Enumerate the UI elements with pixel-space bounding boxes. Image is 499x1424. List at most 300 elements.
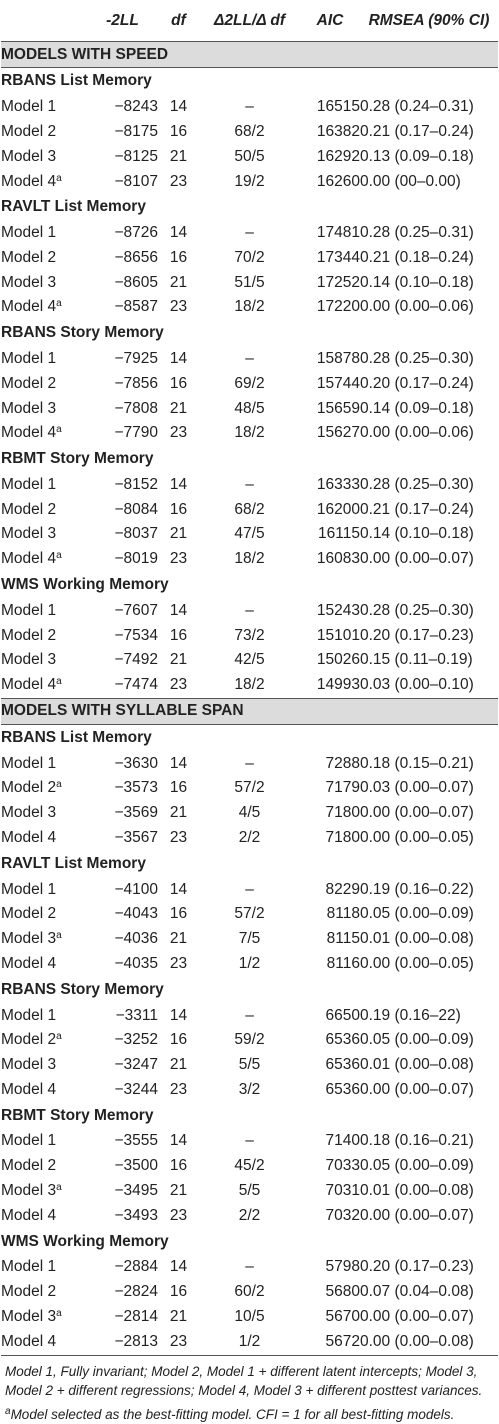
df-cell: 14 [169, 601, 188, 619]
model-name: Model 1 [1, 97, 57, 115]
rmsea-cell: 0.18 (0.16–0.21) [360, 1132, 474, 1150]
group-header-row [1, 1229, 498, 1255]
delta-ratio-cell: 3/2 [238, 1081, 261, 1099]
group-header-row [1, 572, 498, 598]
model-name: Model 3 [1, 399, 57, 417]
header-model [1, 0, 87, 42]
df-cell: 21 [169, 930, 188, 948]
delta-ratio-cell: – [245, 1006, 254, 1024]
delta-ratio-cell: – [245, 754, 254, 772]
table-row [1, 826, 498, 851]
model-cell [1, 295, 87, 320]
neg2ll-cell: −4036 [114, 930, 158, 948]
df-cell: 23 [169, 550, 188, 568]
best-fit-marker: a [56, 550, 62, 562]
footnote-marker: a [5, 1405, 11, 1417]
group-header-row [1, 1103, 498, 1129]
model-cell [1, 220, 87, 245]
model-name: Model 1 [1, 223, 57, 241]
model-cell [1, 1255, 87, 1280]
aic-cell: 16260 [316, 172, 360, 190]
delta-ratio-cell: 50/5 [234, 147, 265, 165]
group-title: RBMT Story Memory [1, 1106, 154, 1124]
model-cell [1, 472, 87, 497]
delta-ratio-cell: 59/2 [234, 1031, 265, 1049]
df-cell: 21 [169, 147, 188, 165]
neg2ll-cell: −3311 [115, 1006, 158, 1024]
model-cell [1, 522, 87, 547]
table-row [1, 346, 498, 371]
model-name: Model 2 [1, 779, 57, 797]
aic-cell: 8115 [326, 930, 360, 948]
delta-ratio-cell: 7/5 [238, 930, 261, 948]
delta-ratio-cell: – [245, 1258, 254, 1276]
section-title: MODELS WITH SPEED [1, 42, 498, 68]
header-neg2ll: -2LL [106, 11, 139, 29]
group-title: RAVLT List Memory [1, 854, 146, 872]
rmsea-cell: 0.14 (0.10–0.18) [360, 273, 474, 291]
delta-ratio-cell: – [245, 601, 254, 619]
rmsea-cell: 0.15 (0.11–0.19) [360, 651, 473, 669]
rmsea-cell: 0.28 (0.24–0.31) [360, 97, 474, 115]
model-fit-table [1, 0, 498, 1356]
delta-ratio-cell: 5/5 [238, 1056, 261, 1074]
table-row [1, 1179, 498, 1204]
table-row [1, 522, 498, 547]
neg2ll-cell: −2814 [114, 1308, 158, 1326]
neg2ll-cell: −8587 [114, 298, 158, 316]
header-rmsea: RMSEA (90% CI) [368, 11, 490, 29]
rmsea-cell: 0.14 (0.10–0.18) [360, 525, 474, 543]
model-name: Model 2 [1, 626, 57, 644]
df-cell: 21 [169, 1056, 188, 1074]
model-cell [1, 119, 87, 144]
model-cell [1, 1003, 87, 1028]
neg2ll-cell: −8605 [114, 273, 158, 291]
header-delta-ratio: Δ2LL/Δ df [213, 11, 286, 29]
aic-cell: 16200 [316, 500, 360, 518]
df-cell: 16 [169, 500, 188, 518]
model-cell [1, 877, 87, 902]
model-cell [1, 1179, 87, 1204]
section-header-row [1, 42, 498, 68]
aic-cell: 16115 [318, 525, 360, 543]
model-cell [1, 1305, 87, 1330]
aic-cell: 6536 [325, 1081, 360, 1099]
neg2ll-cell: −3567 [114, 829, 158, 847]
model-cell [1, 245, 87, 270]
delta-ratio-cell: 2/2 [238, 829, 261, 847]
rmsea-cell: 0.00 (0.00–0.08) [360, 1330, 498, 1355]
neg2ll-cell: −3244 [114, 1081, 158, 1099]
table-row [1, 623, 498, 648]
delta-ratio-cell: – [245, 223, 254, 241]
model-name: Model 4 [1, 298, 57, 316]
aic-cell: 7179 [325, 779, 360, 797]
best-fit-marker: a [56, 676, 62, 688]
model-name: Model 1 [1, 601, 57, 619]
delta-ratio-cell: 73/2 [234, 626, 265, 644]
aic-cell: 14993 [316, 676, 360, 694]
df-cell: 21 [169, 1182, 188, 1200]
aic-cell: 5672 [300, 1330, 360, 1355]
df-cell: 23 [169, 1081, 188, 1099]
rmsea-cell: 0.28 (0.25–0.30) [360, 349, 474, 367]
aic-cell: 15627 [316, 424, 360, 442]
aic-cell: 7180 [325, 829, 360, 847]
model-cell [1, 598, 87, 623]
delta-ratio-cell: 42/5 [234, 651, 265, 669]
table-row [1, 598, 498, 623]
delta-ratio-cell: 45/2 [234, 1157, 265, 1175]
aic-cell: 15101 [316, 626, 360, 644]
rmsea-cell: 0.00 (0.00–0.07) [360, 1308, 474, 1326]
table-row [1, 801, 498, 826]
rmsea-cell: 0.05 (0.00–0.09) [360, 1031, 474, 1049]
df-cell: 16 [169, 905, 188, 923]
table-row [1, 245, 498, 270]
rmsea-cell: 0.00 (0.00–0.06) [360, 298, 474, 316]
model-cell [1, 826, 87, 851]
df-cell: 21 [169, 399, 188, 417]
delta-ratio-cell: 18/2 [234, 298, 265, 316]
rmsea-cell: 0.00 (0.00–0.05) [360, 955, 474, 973]
model-cell [1, 623, 87, 648]
delta-ratio-cell: 18/2 [234, 676, 265, 694]
header-aic: AIC [316, 11, 344, 29]
aic-cell: 15744 [316, 374, 360, 392]
table-notes [0, 1356, 490, 1424]
df-cell: 14 [169, 1258, 188, 1276]
group-title: WMS Working Memory [1, 576, 169, 593]
aic-cell: 15659 [316, 399, 360, 417]
model-cell [1, 371, 87, 396]
delta-ratio-cell: – [245, 1132, 254, 1150]
best-fit-marker: a [56, 779, 62, 791]
delta-ratio-cell: – [245, 97, 254, 115]
table-row [1, 1028, 498, 1053]
model-name: Model 1 [1, 475, 57, 493]
best-fit-marker: a [56, 1308, 62, 1320]
df-cell: 14 [169, 1006, 188, 1024]
group-title: RBMT Story Memory [1, 450, 154, 468]
group-header-row [1, 977, 498, 1003]
table-row [1, 94, 498, 119]
rmsea-cell: 0.07 (0.04–0.08) [360, 1283, 474, 1301]
neg2ll-cell: −4043 [114, 905, 158, 923]
df-cell: 23 [169, 1207, 188, 1225]
model-name: Model 1 [1, 1006, 57, 1024]
table-row [1, 648, 498, 673]
model-cell [1, 497, 87, 522]
df-cell: 21 [169, 1308, 188, 1326]
rmsea-cell: 0.05 (0.00–0.09) [360, 1157, 474, 1175]
best-fit-marker: a [56, 1031, 62, 1043]
rmsea-cell: 0.18 (0.15–0.21) [360, 754, 474, 772]
aic-cell: 8229 [325, 880, 360, 898]
model-name: Model 3 [1, 525, 57, 543]
rmsea-cell: 0.21 (0.17–0.24) [360, 500, 474, 518]
neg2ll-cell: −8243 [114, 97, 158, 115]
rmsea-cell: 0.14 (0.09–0.18) [360, 399, 474, 417]
neg2ll-cell: −7607 [114, 601, 158, 619]
model-name: Model 1 [1, 349, 57, 367]
df-cell: 21 [169, 804, 188, 822]
rmsea-cell: 0.28 (0.25–0.30) [360, 475, 474, 493]
delta-ratio-cell: 1/2 [199, 1330, 300, 1355]
best-fit-marker: a [56, 298, 62, 310]
delta-ratio-cell: 2/2 [238, 1207, 261, 1225]
df-cell: 23 [169, 424, 188, 442]
group-title: RAVLT List Memory [1, 198, 146, 216]
delta-ratio-cell: 57/2 [234, 905, 265, 923]
rmsea-cell: 0.19 (0.16–22) [360, 1006, 461, 1024]
model-cell [1, 346, 87, 371]
table-row [1, 396, 498, 421]
aic-cell: 7140 [325, 1132, 360, 1150]
model-name: Model 4 [1, 550, 57, 568]
table-row [1, 877, 498, 902]
model-cell [1, 751, 87, 776]
aic-cell: 8118 [326, 905, 360, 923]
delta-ratio-cell: – [245, 349, 254, 367]
model-name: Model 1 [1, 880, 57, 898]
neg2ll-cell: −7790 [114, 424, 158, 442]
df-cell: 21 [169, 651, 188, 669]
table-row [1, 1280, 498, 1305]
model-name: Model 2 [1, 500, 57, 518]
neg2ll-cell: −4035 [114, 955, 158, 973]
rmsea-cell: 0.00 (0.00–0.06) [360, 424, 474, 442]
model-cell [1, 648, 87, 673]
model-name: Model 3 [1, 804, 57, 822]
table-row [1, 1053, 498, 1078]
df-cell: 16 [169, 122, 188, 140]
rmsea-cell: 0.00 (0.00–0.05) [360, 829, 474, 847]
neg2ll-cell: −3569 [114, 804, 158, 822]
df-cell: 23 [169, 829, 188, 847]
aic-cell: 15878 [316, 349, 360, 367]
group-title: RBANS List Memory [1, 728, 152, 746]
model-name: Model 3 [1, 1182, 57, 1200]
aic-cell: 16333 [316, 475, 360, 493]
df-cell: 21 [169, 273, 188, 291]
aic-cell: 7288 [325, 754, 360, 772]
table-row [1, 472, 498, 497]
model-name: Model 4 [1, 424, 57, 442]
table-row [1, 547, 498, 572]
df-cell: 14 [169, 1132, 188, 1150]
delta-ratio-cell: 57/2 [234, 779, 265, 797]
model-name: Model 2 [1, 1157, 57, 1175]
df-cell: 21 [169, 525, 188, 543]
model-name: Model 2 [1, 122, 57, 140]
group-header-row [1, 194, 498, 220]
neg2ll-cell: −7925 [114, 349, 158, 367]
table-row [1, 1255, 498, 1280]
neg2ll-cell: −7474 [114, 676, 158, 694]
rmsea-cell: 0.01 (0.00–0.08) [360, 1056, 474, 1074]
neg2ll-cell: −3500 [114, 1157, 158, 1175]
neg2ll-cell: −3252 [114, 1031, 158, 1049]
model-cell [1, 421, 87, 446]
table-row [1, 952, 498, 977]
delta-ratio-cell: 51/5 [234, 273, 265, 291]
table-row [1, 421, 498, 446]
group-title: WMS Working Memory [1, 1232, 169, 1250]
table-row [1, 119, 498, 144]
model-cell [1, 1204, 87, 1229]
model-name: Model 2 [1, 1283, 57, 1301]
table-row [1, 1154, 498, 1179]
rmsea-cell: 0.28 (0.25–0.31) [360, 223, 474, 241]
aic-cell: 15026 [316, 651, 360, 669]
rmsea-cell: 0.13 (0.09–0.18) [360, 147, 474, 165]
df-cell: 16 [169, 248, 188, 266]
rmsea-cell: 0.21 (0.18–0.24) [360, 248, 474, 266]
model-name: Model 1 [1, 754, 57, 772]
neg2ll-cell: −8152 [114, 475, 158, 493]
neg2ll-cell: −8037 [114, 525, 158, 543]
delta-ratio-cell: 69/2 [234, 374, 265, 392]
delta-ratio-cell: 4/5 [238, 804, 261, 822]
best-fit-marker: a [56, 930, 62, 942]
table-row [1, 751, 498, 776]
neg2ll-cell: −8175 [114, 122, 158, 140]
rmsea-cell: 0.03 (0.00–0.07) [360, 779, 474, 797]
neg2ll-cell: −8019 [114, 550, 158, 568]
model-name: Model 3 [1, 273, 57, 291]
model-name: Model 4 [1, 172, 57, 190]
group-title: RBANS Story Memory [1, 980, 164, 998]
delta-ratio-cell: – [245, 880, 254, 898]
rmsea-cell: 0.19 (0.16–0.22) [360, 880, 474, 898]
delta-ratio-cell: 18/2 [234, 424, 265, 442]
df-cell: 16 [169, 1283, 188, 1301]
aic-cell: 5680 [325, 1283, 360, 1301]
df-cell: 16 [169, 626, 188, 644]
model-name: Model 4 [1, 1207, 57, 1225]
group-title: RBANS List Memory [1, 72, 152, 90]
rmsea-cell: 0.00 (0.00–0.07) [360, 550, 474, 568]
table-row [1, 1003, 498, 1028]
model-name: Model 3 [1, 930, 57, 948]
model-name: Model 4 [1, 1333, 57, 1351]
aic-cell: 6536 [325, 1031, 360, 1049]
df-cell: 14 [169, 349, 188, 367]
model-name: Model 2 [1, 905, 57, 923]
delta-ratio-cell: 48/5 [234, 399, 265, 417]
model-name: Model 2 [1, 1031, 57, 1049]
neg2ll-cell: −4100 [114, 880, 158, 898]
table-body [1, 42, 498, 1356]
delta-ratio-cell: 1/2 [238, 955, 261, 973]
delta-ratio-cell: 68/2 [234, 500, 265, 518]
model-name: Model 4 [1, 955, 57, 973]
model-cell [1, 94, 87, 119]
table-row [1, 144, 498, 169]
neg2ll-cell: −3630 [114, 754, 158, 772]
delta-ratio-cell: 19/2 [234, 172, 265, 190]
group-header-row [1, 320, 498, 346]
neg2ll-cell: −2884 [114, 1258, 158, 1276]
aic-cell: 7180 [325, 804, 360, 822]
df-cell: 23 [169, 676, 188, 694]
table-row [1, 1129, 498, 1154]
rmsea-cell: 0.05 (0.00–0.09) [360, 905, 474, 923]
model-name: Model 1 [1, 1132, 57, 1150]
aic-cell: 7032 [325, 1207, 360, 1225]
neg2ll-cell: −8107 [114, 172, 158, 190]
model-name: Model 3 [1, 651, 57, 669]
df-cell: 14 [169, 754, 188, 772]
model-cell [1, 144, 87, 169]
best-fit-marker: a [56, 172, 62, 184]
model-cell [1, 673, 87, 698]
delta-ratio-cell: 10/5 [234, 1308, 265, 1326]
aic-cell: 17344 [316, 248, 360, 266]
rmsea-cell: 0.20 (0.17–0.23) [360, 626, 474, 644]
aic-cell: 6536 [325, 1056, 360, 1074]
rmsea-cell: 0.01 (0.00–0.08) [360, 1182, 474, 1200]
best-fit-marker: a [56, 424, 62, 436]
rmsea-cell: 0.20 (0.17–0.24) [360, 374, 474, 392]
aic-cell: 5798 [325, 1258, 360, 1276]
model-name: Model 3 [1, 1308, 57, 1326]
delta-ratio-cell: 47/5 [234, 525, 265, 543]
group-header-row [1, 851, 498, 877]
rmsea-cell: 0.00 (0.00–0.07) [360, 804, 474, 822]
rmsea-cell: 0.01 (0.00–0.08) [360, 930, 474, 948]
aic-cell: 16083 [316, 550, 360, 568]
table-row [1, 169, 498, 194]
delta-ratio-cell: 68/2 [234, 122, 265, 140]
table-row [1, 497, 498, 522]
table-row [1, 220, 498, 245]
df-cell: 16 [169, 779, 188, 797]
model-cell [1, 902, 87, 927]
table-row [1, 1204, 498, 1229]
aic-cell: 15243 [316, 601, 360, 619]
aic-cell: 6650 [325, 1006, 360, 1024]
rmsea-cell: 0.00 (0.00–0.07) [360, 1207, 474, 1225]
aic-cell: 7033 [325, 1157, 360, 1175]
group-title: RBANS Story Memory [1, 324, 164, 342]
rmsea-cell: 0.00 (00–0.00) [360, 172, 461, 190]
model-name: Model 4 [1, 676, 57, 694]
group-header-row [1, 68, 498, 95]
aic-cell: 7031 [325, 1182, 360, 1200]
model-cell [1, 1330, 87, 1355]
model-name: Model 3 [1, 1056, 57, 1074]
group-header-row [1, 724, 498, 751]
neg2ll-cell: −2813 [87, 1330, 158, 1355]
df-cell: 23 [169, 298, 188, 316]
model-cell [1, 1280, 87, 1305]
rmsea-cell: 0.03 (0.00–0.10) [360, 676, 474, 694]
model-cell [1, 952, 87, 977]
table-row [1, 927, 498, 952]
neg2ll-cell: −3493 [114, 1207, 158, 1225]
aic-cell: 8116 [326, 955, 360, 973]
aic-cell: 17220 [316, 298, 360, 316]
df-cell: 16 [169, 374, 188, 392]
table-row [1, 270, 498, 295]
model-name: Model 2 [1, 374, 57, 392]
df-cell: 16 [169, 1157, 188, 1175]
rmsea-cell: 0.28 (0.25–0.30) [360, 601, 474, 619]
table-row [1, 1330, 498, 1355]
